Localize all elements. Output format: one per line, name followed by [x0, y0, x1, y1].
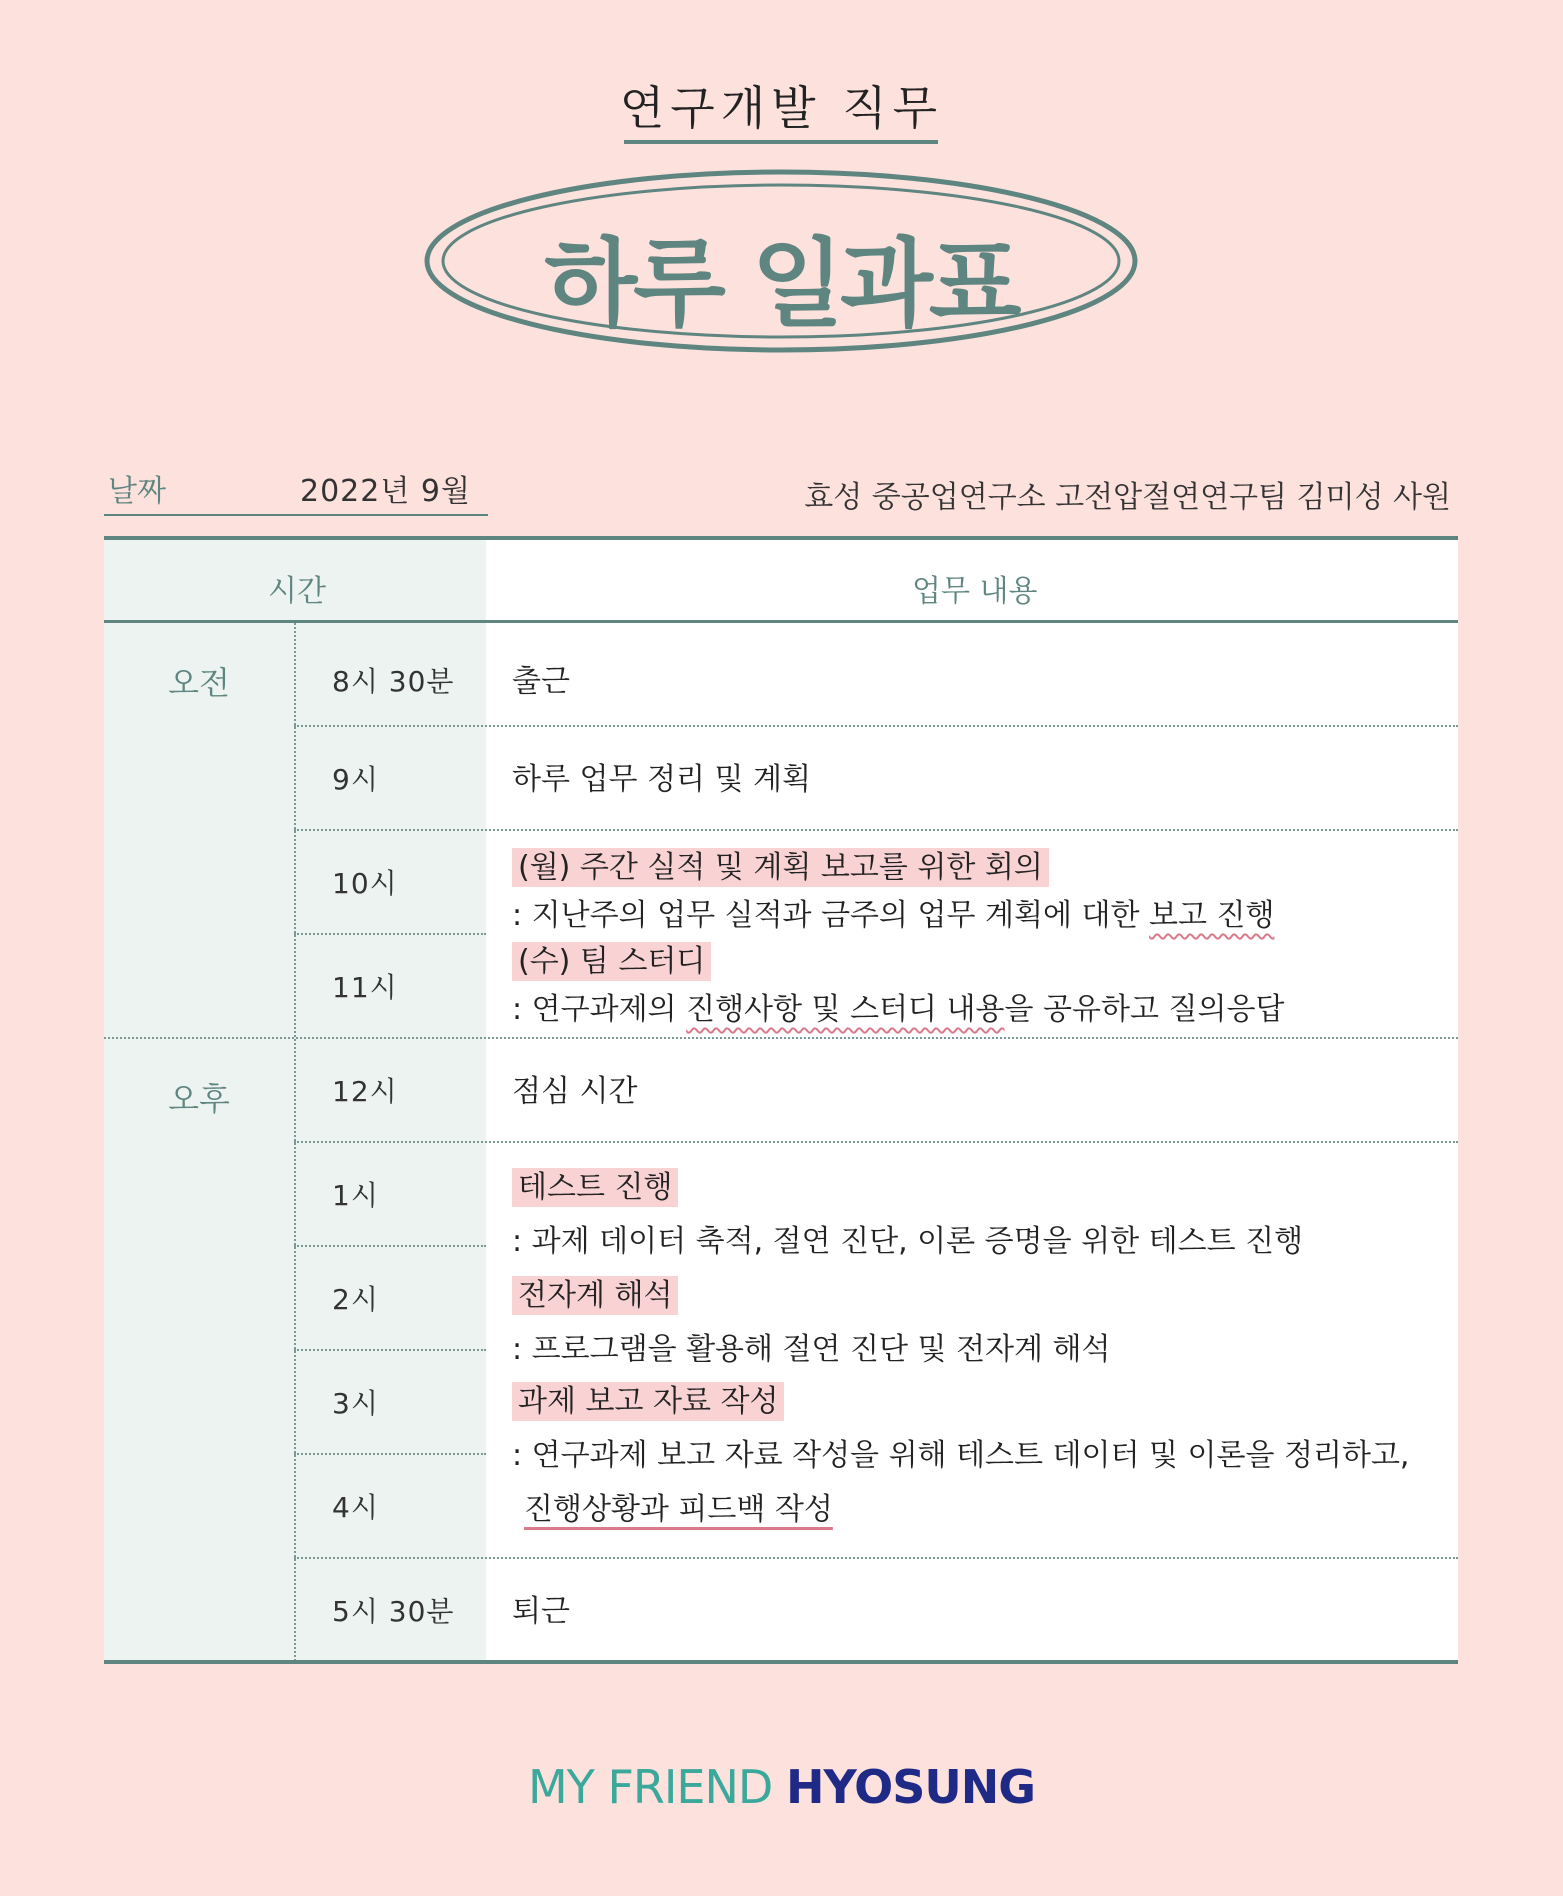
task-report-title — [512, 1376, 784, 1420]
date-label: 날짜 — [108, 474, 166, 509]
time-label: 2시 — [332, 1283, 379, 1316]
brand-logo-part2: HYOSUNG — [785, 1760, 1035, 1814]
time-label: 8시 30분 — [332, 665, 455, 698]
underlined-text: 진행상황과 피드백 작성 — [524, 1492, 833, 1527]
highlight-text: 전자계 해석 — [512, 1276, 678, 1315]
time-label: 5시 30분 — [332, 1595, 455, 1628]
task-lunch: 점심 시간 — [512, 1074, 638, 1109]
task-team-study-desc — [512, 984, 1284, 1028]
time-label: 12시 — [332, 1075, 398, 1108]
task-report-desc-line2 — [524, 1484, 833, 1528]
task-commute-in: 출근 — [512, 664, 570, 699]
wavy-underlined-text: 보고 진행 — [1149, 898, 1275, 933]
highlight-text: 테스트 진행 — [512, 1168, 678, 1207]
header-time: 시간 — [268, 574, 326, 609]
task-team-study-title — [512, 936, 711, 980]
header-content-cell — [486, 540, 1458, 620]
period-pm: 오후 — [168, 1080, 230, 1118]
time-label: 10시 — [332, 867, 398, 900]
highlight-text: (수) 팀 스터디 — [512, 942, 711, 981]
time-label: 4시 — [332, 1491, 379, 1524]
brand-logo-part1: MY FRIEND — [528, 1760, 786, 1814]
team-info: 효성 중공업연구소 고전압절연연구팀 김미성 사원 — [804, 480, 1451, 515]
time-label: 11시 — [332, 971, 398, 1004]
title-badge — [423, 168, 1139, 354]
brand-logo — [0, 1760, 1563, 1814]
row-divider — [294, 1141, 1458, 1143]
desc-text: : 지난주의 업무 실적과 금주의 업무 계획에 대한 — [512, 898, 1150, 933]
am-pm-divider — [104, 1037, 1458, 1039]
header-time-cell — [104, 540, 486, 620]
subtitle: 연구개발 직무 — [619, 81, 944, 135]
subtitle-underline — [624, 140, 938, 144]
table-bottom-border — [104, 1660, 1458, 1664]
desc-text: 을 공유하고 질의응답 — [1004, 992, 1285, 1027]
row-divider — [294, 1349, 486, 1351]
time-label: 3시 — [332, 1387, 379, 1420]
date-value: 2022년 9월 — [300, 474, 471, 509]
task-weekly-meeting-title — [512, 842, 1049, 886]
period-column — [104, 623, 294, 1661]
header-content: 업무 내용 — [912, 574, 1038, 609]
task-test-title — [512, 1162, 678, 1206]
row-divider — [294, 725, 1458, 727]
desc-text: : 연구과제의 — [512, 992, 687, 1027]
row-divider — [294, 829, 1458, 831]
task-report-desc-line1: : 연구과제 보고 자료 작성을 위해 테스트 데이터 및 이론을 정리하고, — [512, 1438, 1410, 1473]
highlight-text: 과제 보고 자료 작성 — [512, 1382, 784, 1421]
row-divider — [294, 933, 486, 935]
page-title: 하루 일과표 — [544, 228, 1018, 340]
period-am: 오전 — [168, 664, 230, 702]
row-divider — [294, 1557, 1458, 1559]
time-label: 1시 — [332, 1179, 379, 1212]
highlight-text: (월) 주간 실적 및 계획 보고를 위한 회의 — [512, 848, 1049, 887]
date-underline — [104, 514, 488, 516]
time-label: 9시 — [332, 763, 379, 796]
task-daily-plan: 하루 업무 정리 및 계획 — [512, 762, 811, 797]
task-em-analysis-title — [512, 1270, 678, 1314]
task-weekly-meeting-desc — [512, 890, 1275, 934]
schedule-table — [104, 536, 1458, 1664]
task-commute-out: 퇴근 — [512, 1594, 570, 1629]
row-divider — [294, 1245, 486, 1247]
task-test-desc: : 과제 데이터 축적, 절연 진단, 이론 증명을 위한 테스트 진행 — [512, 1224, 1304, 1259]
task-em-analysis-desc: : 프로그램을 활용해 절연 진단 및 전자계 해석 — [512, 1332, 1111, 1367]
wavy-underlined-text: 진행사항 및 스터디 내용 — [686, 992, 1005, 1027]
row-divider — [294, 1453, 486, 1455]
